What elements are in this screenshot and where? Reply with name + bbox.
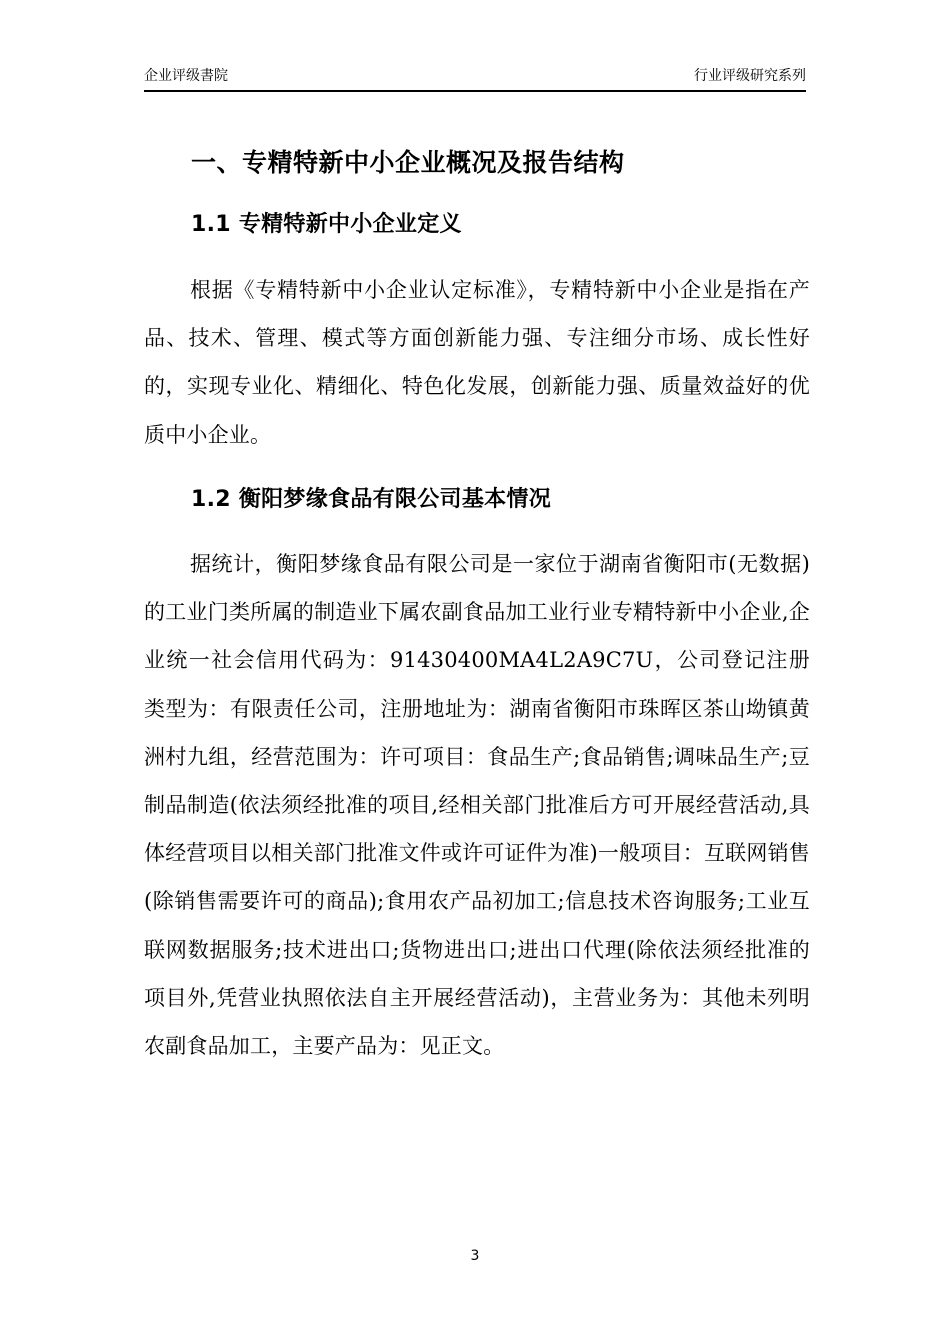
paragraph-definition: 根据《专精特新中小企业认定标准》，专精特新中小企业是指在产品、技术、管理、模式等方面创新能力强、专注细分市场、成长性好的，实现专业化、精细化、特色化发展，创新能力强、质量效益好的优质中小企业。 bbox=[144, 278, 810, 447]
subsection-title-company-info: 1.2 衡阳梦缘食品有限公司基本情况 bbox=[191, 487, 552, 512]
header-left-text: 企业评级書院 bbox=[144, 68, 228, 84]
paragraph-company-info: 据统计，衡阳梦缘食品有限公司是一家位于湖南省衡阳市(无数据)的工业门类所属的制造业下属农副食品加工业行业专精特新中小企业,企业统一社会信用代码为：91430400MA4L2A9C7U，公司登记注册类型为：有限责任公司，注册地址为：湖南省衡阳市珠晖区茶山坳镇黄洲村九组，经营范围为：许可项目：食品生产;食品销售;调味品生产;豆制品制造(依法须经批准的项目,经相关部门批准后方可开展经营活动,具体经营项目以相关部门批准文件或许可证件为准)一般项目：互联网销售(除销售需要许可的商品);食用农产品初加工;信息技术咨询服务;工业互联网数据服务;技术进出口;货物进出口;进出口代理(除依法须经批准的项目外,凭营业执照依法自主开展经营活动)，主营业务为：其他未列明农副食品加工，主要产品为：见正文。 bbox=[144, 552, 810, 1059]
page-number: 3 bbox=[470, 1248, 480, 1264]
section-title: 一、专精特新中小企业概况及报告结构 bbox=[191, 148, 625, 177]
page-header bbox=[144, 66, 806, 92]
subsection-title-definition: 1.1 专精特新中小企业定义 bbox=[191, 212, 462, 237]
header-right-text: 行业评级研究系列 bbox=[694, 68, 806, 84]
